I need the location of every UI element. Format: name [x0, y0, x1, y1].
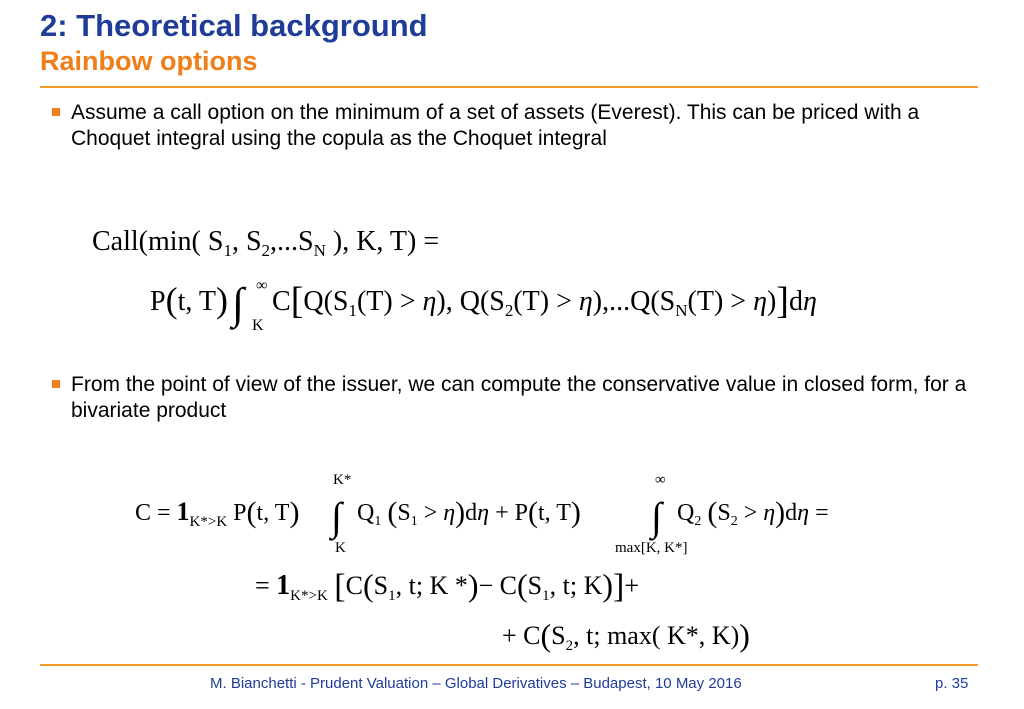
svg-text:= 1K*>K [C(S1, t; K *)− C(S1,: = $1_{K*>K}$ [$C(S_1$, t; K *)− $C(S_1$, t; K)]+ [255, 567, 640, 605]
equation-2-line-3 [502, 612, 802, 660]
footer-divider [40, 664, 978, 666]
svg-text:C = 1K*>K P(t, T): $C = 1_{K*>K}$ P(t, T) [135, 496, 300, 530]
equation-2-line-2-svg [255, 562, 695, 610]
slide-title: 2: Theoretical background [40, 8, 428, 43]
svg-text:+ C(S2, t; max( K*, K)): + $C(S_2$, t; max( K*, K)) [502, 617, 750, 654]
equation-1-line-1 [92, 222, 512, 262]
equation-2-line-1 [135, 470, 875, 560]
svg-text:C[Q(S1(T) > η), Q(S2(T) > η),.: $C[Q(S_1(T) > \eta)$, $Q(S_2(T) > \eta),...Q(S_N(T) > \eta)]d\eta$ [272, 280, 817, 322]
bullet-square-icon [52, 108, 60, 116]
equation-2-line-3-svg [502, 612, 802, 660]
footer-credit: M. Bianchetti - Prudent Valuation – Global Derivatives – Budapest, 10 May 2016 [210, 675, 742, 692]
equation-1-line-1-svg [92, 222, 512, 262]
svg-text:∫: ∫ [651, 494, 662, 539]
bullet-1 [52, 100, 992, 152]
svg-text:K: K [335, 540, 346, 556]
svg-text:Call(min( S1, S2,...SN ), K, T: Call(min( $S_1$, $S_2,...S_N$ ), K, T) = [92, 226, 440, 260]
svg-text:K*: K* [333, 472, 352, 488]
bullet-text: From the point of view of the issuer, we can compute the conservative value in closed form, for a bivariate product [71, 373, 967, 422]
page-number: p. 35 [935, 675, 969, 692]
svg-text:Q1 (S1 > η)dη + P(t, T): $Q_1$ $(S_1 > \eta)d\eta + P(t$, T) [357, 496, 581, 529]
equation-1-line-2 [150, 272, 950, 336]
svg-text:∞: ∞ [256, 277, 268, 294]
svg-text:K: K [252, 317, 264, 334]
slide-subtitle: Rainbow options [40, 46, 258, 76]
svg-text:∫: ∫ [232, 279, 245, 328]
bullet-2 [52, 372, 992, 424]
equation-2-line-1-svg [135, 470, 875, 560]
equation-1-line-2-svg [150, 272, 950, 336]
bullet-text: Assume a call option on the minimum of a set of assets (Everest). This can be priced with a Choquet integral using the copula as the Choquet integral [71, 101, 920, 150]
svg-text:P(t, T): P(t, T) [150, 280, 228, 320]
equation-2-line-2 [255, 562, 695, 610]
svg-text:∫: ∫ [331, 494, 342, 539]
bullet-square-icon [52, 380, 60, 388]
header-divider [40, 86, 978, 88]
svg-text:max[K, K*]: max[K, K*] [615, 540, 688, 556]
svg-text:∞: ∞ [655, 472, 666, 488]
svg-text:Q2 (S2 > η)dη =: $Q_2$ $(S_2 > \eta)d\eta$ = [677, 496, 829, 529]
